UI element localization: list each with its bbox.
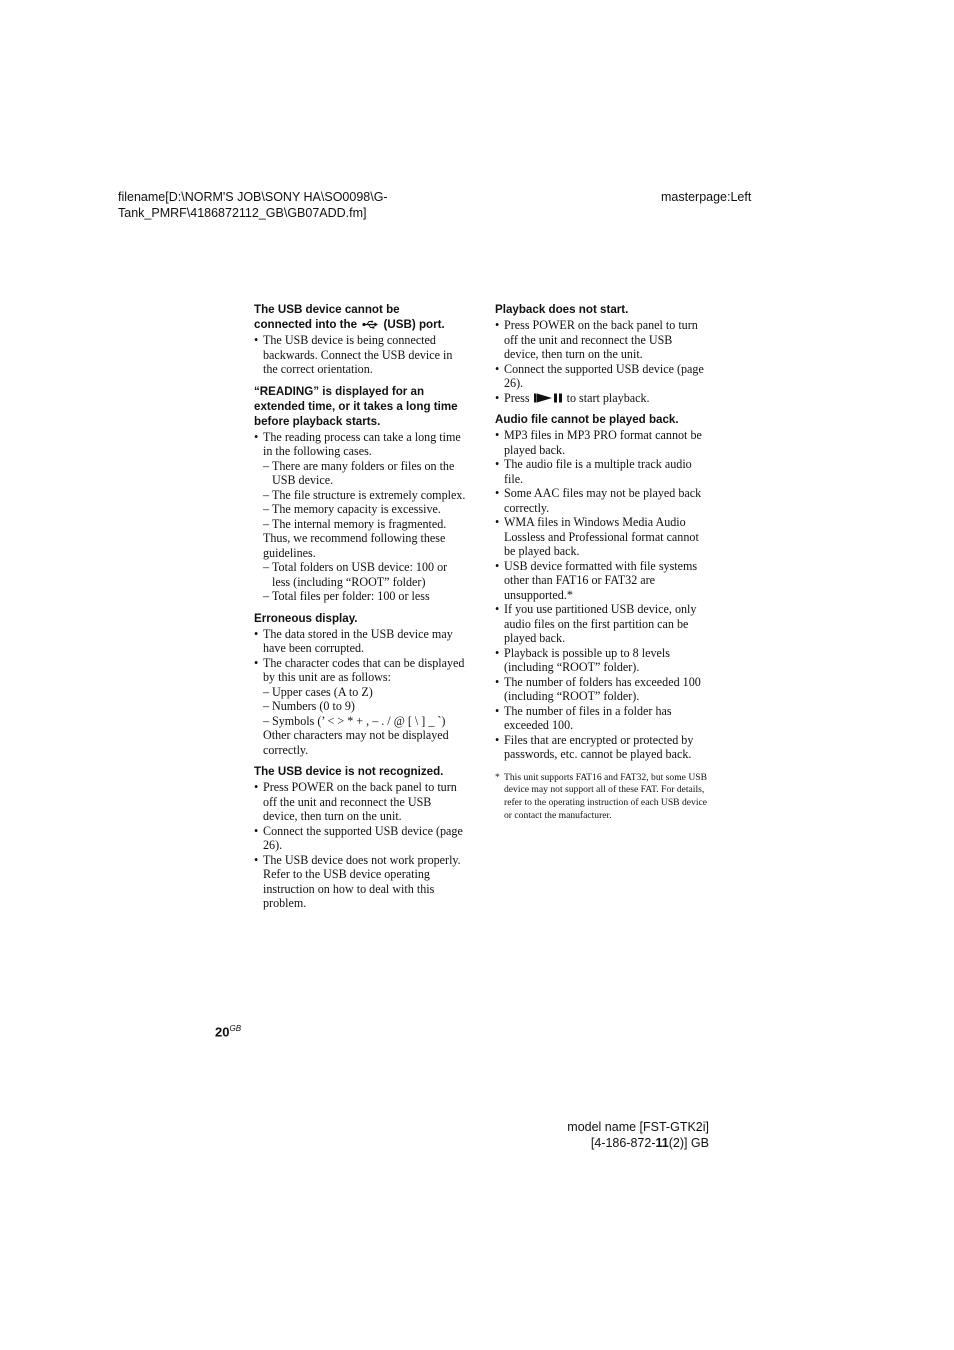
list-item: • The data stored in the USB device may have been corrupted. [254,627,468,656]
header-filename-line1: filename[D:\NORM'S JOB\SONY HA\SO0098\G- [118,190,388,204]
list-item: • Files that are encrypted or protected by passwords, etc. cannot be played back. [495,733,709,762]
page-number: $20^{GB}$ [215,1024,242,1040]
list-item: • Press POWER on the back panel to turn off the unit and reconnect the USB device, then turn on the unit. [254,780,468,824]
list-item: • Connect the supported USB device (page 26). [254,824,468,853]
list-item: – The file structure is extremely complex. [263,488,468,503]
list-item: • The reading process can take a long time in the following cases. – There are many folders or files on the USB device. – The file structure is extremely complex. – The memory capacity is excessive. – The internal memory is fragmented. Thus, we recommend following these guidelines. – Total folders on USB device: 100 or less (including “ROOT” folder) – Total files per folder: 100 or less [254,430,468,604]
bullet-list [495,318,709,405]
header-masterpage: masterpage:Left [661,190,752,204]
list-item: – There are many folders or files on the USB device. [263,459,468,488]
left-column [254,302,468,918]
section-title: The USB device is not recognized. [254,765,444,778]
model-info [540,1119,709,1151]
list-item: • If you use partitioned USB device, only audio files on the first partition can be played back. [495,602,709,646]
bullet-list [254,333,468,377]
list-item: • MP3 files in MP3 PRO format cannot be played back. [495,428,709,457]
play-pause-icon [534,393,563,403]
list-item: • Some AAC files may not be played back correctly. [495,486,709,515]
note-text: Other characters may not be displayed correctly. [263,728,449,757]
section-title: The USB device cannot be connected into the (USB) port. [254,303,445,331]
dash-list [263,685,468,729]
list-item: • Connect the supported USB device (page 26). [495,362,709,391]
right-column [495,302,709,823]
section-audio-file-cannot-play [495,412,709,762]
section-reading-displayed [254,384,468,604]
list-item: – The memory capacity is excessive. [263,502,468,517]
bullet-list [254,430,468,604]
bullet-list [495,428,709,762]
footnote-mark: * [495,771,500,783]
footnote-text: This unit supports FAT16 and FAT32, but some USB device may not support all of these FAT. For details, refer to the operating instruction of each USB device or contact the manufacturer. [504,771,707,821]
list-item: – Total files per folder: 100 or less [263,589,468,604]
list-item: • The USB device is being connected backwards. Connect the USB device in the correct orientation. [254,333,468,377]
list-item: • The number of folders has exceeded 100 (including “ROOT” folder). [495,675,709,704]
model-code: [4-186-872-11(2)] GB [590,1136,709,1150]
bullet-list [254,780,468,911]
section-usb-cannot-connect [254,302,468,377]
list-item: • Press POWER on the back panel to turn off the unit and reconnect the USB device, then turn on the unit. [495,318,709,362]
section-playback-does-not-start [495,302,709,405]
list-item: • The audio file is a multiple track audio file. [495,457,709,486]
footnote [495,772,709,823]
list-item: • The number of files in a folder has exceeded 100. [495,704,709,733]
list-item: – Upper cases (A to Z) [263,685,468,700]
list-item: – The internal memory is fragmented. [263,517,468,532]
list-item: – Symbols (’ < > * + , – . / @ [ \ ] _ `) [263,714,468,729]
section-title: Audio file cannot be played back. [495,413,679,426]
model-name: model name [FST-GTK2i] [567,1120,709,1134]
section-erroneous-display [254,611,468,758]
bullet-list [254,627,468,758]
list-item: • USB device formatted with file systems other than FAT16 or FAT32 are unsupported.* [495,559,709,603]
usb-icon [362,320,378,329]
list-item: – Total folders on USB device: 100 or less (including “ROOT” folder) [263,560,468,589]
page-number-suffix: GB [229,1024,242,1033]
list-item: • Playback is possible up to 8 levels (including “ROOT” folder). [495,646,709,675]
section-usb-not-recognized [254,764,468,911]
list-item: • The character codes that can be displayed by this unit are as follows: – Upper cases (A to Z) – Numbers (0 to 9) – Symbols (’ < > * + , – . / @ [ \ ] _ `) Other characters may not be displayed correctly. [254,656,468,758]
list-item: • Press to start playback. [495,391,709,406]
dash-list [263,459,468,532]
section-title: Erroneous display. [254,611,358,625]
header-filename [118,189,418,221]
section-title: Playback does not start. [495,303,629,316]
header-filename-line2: Tank_PMRF\4186872112_GB\GB07ADD.fm] [118,206,367,220]
list-item: • WMA files in Windows Media Audio Lossless and Professional format cannot be played back. [495,515,709,559]
dash-list [263,560,468,604]
section-title: “READING” is displayed for an extended time, or it takes a long time before playback starts. [254,384,458,428]
note-text: Thus, we recommend following these guidelines. [263,531,446,560]
list-item: – Numbers (0 to 9) [263,699,468,714]
list-item: • The USB device does not work properly. Refer to the USB device operating instruction on how to deal with this problem. [254,853,468,911]
